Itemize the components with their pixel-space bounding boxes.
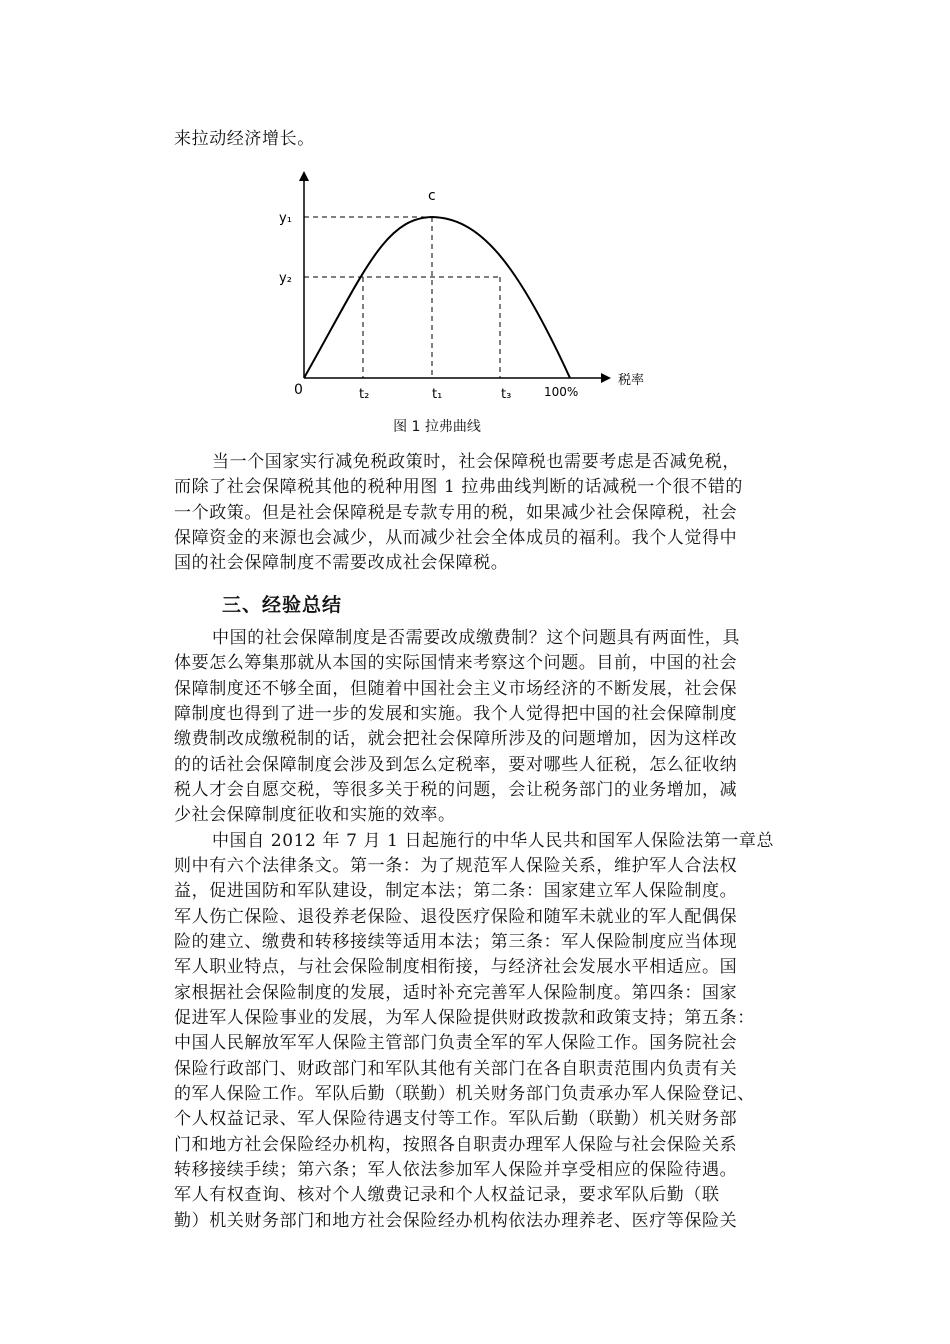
paragraph-line: 勤）机关财务部门和地方社会保险经办机构依法办理养老、医疗等保险关 [174, 1211, 738, 1231]
paragraph-line: 中国人民解放军军人保险主管部门负责全军的军人保险工作。国务院社会 [174, 1033, 738, 1053]
paragraph-line: 军人伤亡保险、退役养老保险、退役医疗保险和随军未就业的军人配偶保 [174, 907, 738, 927]
y2-label: y₂ [279, 271, 292, 286]
paragraph-line: 而除了社会保障税其他的税种用图 1 拉弗曲线判断的话减税一个很不错的 [174, 477, 744, 497]
paragraph-line: 家根据社会保险制度的发展，适时补充完善军人保险制度。第四条：国家 [174, 983, 738, 1003]
peak-label: c [428, 188, 436, 204]
paragraph-line: 中国自 2012 年 7 月 1 日起施行的中华人民共和国军人保险法第一章总 [212, 831, 775, 851]
paragraph-line: 少社会保障制度征收和实施的效率。 [174, 805, 456, 825]
paragraph-line: 保险行政部门、财政部门和军队其他有关部门在各自职责范围内负责有关 [174, 1059, 738, 1079]
paragraph-line: 一个政策。但是社会保障税是专款专用的税，如果减少社会保障税，社会 [174, 503, 738, 523]
paragraph-line: 中国的社会保障制度是否需要改成缴费制？这个问题具有两面性，具 [212, 628, 740, 648]
paragraph-line: 个人权益记录、军人保险待遇支付等工作。军队后勤（联勤）机关财务部 [174, 1109, 738, 1129]
paragraph-line: 门和地方社会保险经办机构，按照各自职责办理军人保险与社会保险关系 [174, 1135, 738, 1155]
paragraph-line: 险的建立、缴费和转移接续等适用本法；第三条：军人保险制度应当体现 [174, 932, 738, 952]
paragraph-line: 保障资金的来源也会减少，从而减少社会全体成员的福利。我个人觉得中 [174, 528, 738, 548]
paragraph-line: 益，促进国防和军队建设，制定本法；第二条：国家建立军人保险制度。 [174, 881, 738, 901]
paragraph-line: 国的社会保障制度不需要改成社会保障税。 [174, 553, 509, 573]
paragraph-line: 军人有权查询、核对个人缴费记录和个人权益记录，要求军队后勤（联 [174, 1185, 720, 1205]
paragraph-line: 缴费制改成缴税制的话，就会把社会保障所涉及的问题增加，因为这样改 [174, 729, 738, 749]
t3-label: t₃ [501, 387, 512, 402]
t1-label: t₁ [432, 387, 443, 402]
laffer-curve [304, 217, 570, 378]
y1-label: y₁ [279, 211, 292, 226]
paragraph-line: 促进军人保险事业的发展，为军人保险提供财政拨款和政策支持；第五条： [174, 1008, 755, 1028]
intro-line: 来拉动经济增长。 [174, 129, 315, 149]
paragraph-line: 的军人保险工作。军队后勤（联勤）机关财务部门负责承办军人保险登记、 [174, 1084, 755, 1104]
paragraph-line: 障制度也得到了进一步的发展和实施。我个人觉得把中国的社会保障制度 [174, 704, 738, 724]
laffer-curve-figure [0, 0, 950, 420]
paragraph-line: 军人职业特点，与社会保险制度相衔接，与经济社会发展水平相适应。国 [174, 957, 738, 977]
paragraph-line: 当一个国家实行减免税政策时，社会保障税也需要考虑是否减免税， [212, 452, 740, 472]
paragraph-line: 税人才会自愿交税，等很多关于税的问题，会让税务部门的业务增加，减 [174, 780, 738, 800]
paragraph-line: 保障制度还不够全面，但随着中国社会主义市场经济的不断发展，社会保 [174, 679, 738, 699]
paragraph-line: 的的话社会保障制度会涉及到怎么定税率，要对哪些人征税，怎么征收纳 [174, 755, 738, 775]
origin-label: 0 [294, 382, 303, 398]
paragraph-line: 体要怎么筹集那就从本国的实际国情来考察这个问题。目前，中国的社会 [174, 653, 738, 673]
t2-label: t₂ [359, 387, 370, 402]
percent-100-label: 100% [544, 385, 579, 399]
paragraph-line: 转移接续手续；第六条；军人依法参加军人保险并享受相应的保险待遇。 [174, 1160, 738, 1180]
figure-caption: 图 1 拉弗曲线 [393, 419, 481, 435]
section-heading: 三、经验总结 [222, 594, 343, 616]
guide-lines [304, 217, 500, 378]
x-axis-title: 税率 [618, 373, 645, 388]
paragraph-line: 则中有六个法律条文。第一条：为了规范军人保险关系，维护军人合法权 [174, 856, 738, 876]
